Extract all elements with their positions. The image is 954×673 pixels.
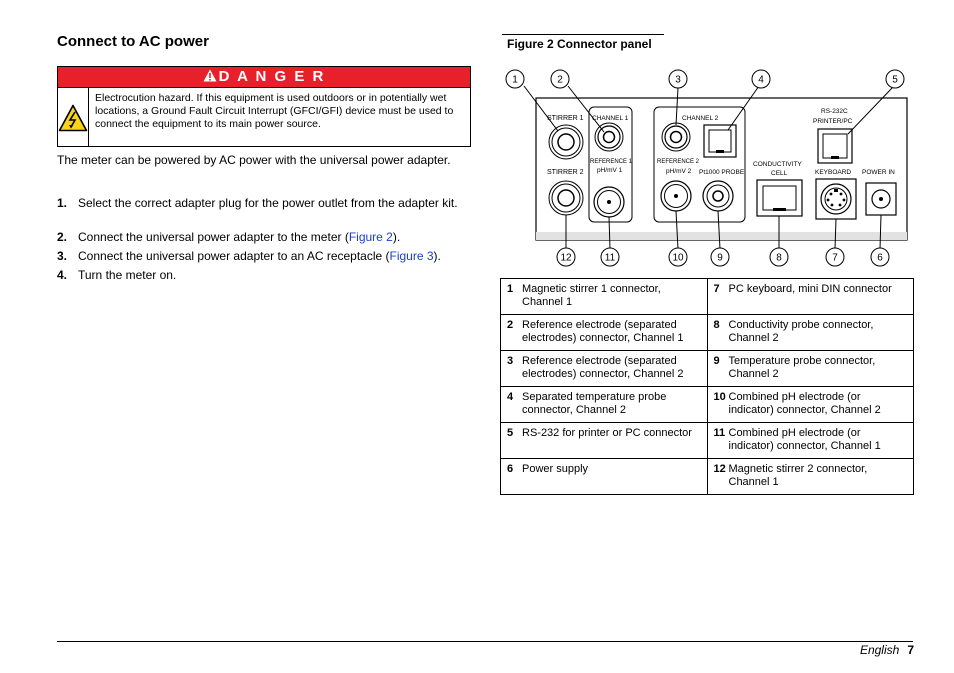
label-rs232: RS-232C bbox=[821, 108, 848, 115]
table-row bbox=[501, 279, 914, 315]
table-row bbox=[501, 315, 914, 351]
callout-2: 2 bbox=[557, 74, 563, 86]
footer-rule bbox=[57, 641, 913, 642]
label-keyboard: KEYBOARD bbox=[815, 169, 852, 176]
label-printer-pc: PRINTER/PC bbox=[813, 118, 853, 125]
callout-12: 12 bbox=[560, 252, 572, 264]
callout-7: 7 bbox=[832, 252, 838, 264]
reference-1-connector bbox=[595, 123, 623, 151]
legend-cell: 5 RS-232 for printer or PC connector bbox=[501, 423, 708, 459]
step-text: Connect the universal power adapter to the meter ( bbox=[78, 230, 349, 244]
figure-2-link[interactable]: Figure 2 bbox=[348, 230, 393, 244]
step-number: 4. bbox=[57, 268, 68, 282]
legend-cell: 1 Magnetic stirrer 1 connector, Channel 1 bbox=[501, 279, 708, 315]
legend-cell: 7 PC keyboard, mini DIN connector bbox=[707, 279, 914, 315]
step-number: 3. bbox=[57, 249, 68, 263]
section-title: Connect to AC power bbox=[57, 33, 209, 50]
label-reference-2: REFERENCE 2 bbox=[657, 159, 700, 165]
table-row bbox=[501, 423, 914, 459]
keyboard-connector bbox=[816, 179, 856, 219]
callout-8: 8 bbox=[776, 252, 782, 264]
step-number: 2. bbox=[57, 230, 68, 244]
table-row bbox=[501, 387, 914, 423]
callout-1: 1 bbox=[512, 74, 518, 86]
label-cell: CELL bbox=[771, 170, 788, 177]
legend-cell: 10 Combined pH electrode (or indicator) connector, Channel 2 bbox=[707, 387, 914, 423]
label-channel-1: CHANNEL 1 bbox=[592, 115, 629, 122]
label-channel-2: CHANNEL 2 bbox=[682, 115, 719, 122]
figure-caption-rule bbox=[502, 34, 664, 35]
danger-text: Electrocution hazard. If this equipment is used outdoors or in potentially wet locations, a Ground Fault Circuit Interrupt (GFCI/GFI) device must be used to connect the equipment to its main power source. bbox=[95, 92, 454, 130]
step-text: Select the correct adapter plug for the power outlet from the adapter kit. bbox=[78, 196, 458, 210]
step-suffix: ). bbox=[433, 249, 441, 263]
intro-paragraph: The meter can be powered by AC power with the universal power adapter. bbox=[57, 153, 451, 167]
legend-cell: 12 Magnetic stirrer 2 connector, Channel 1 bbox=[707, 459, 914, 495]
table-row bbox=[501, 459, 914, 495]
legend-cell: 8 Conductivity probe connector, Channel 2 bbox=[707, 315, 914, 351]
figure-caption: Figure 2 Connector panel bbox=[507, 37, 652, 51]
step-text: Connect the universal power adapter to an AC receptacle ( bbox=[78, 249, 390, 263]
legend-cell: 3 Reference electrode (separated electrodes) connector, Channel 2 bbox=[501, 351, 708, 387]
pt1000-connector bbox=[703, 181, 733, 211]
label-power-in: POWER IN bbox=[862, 169, 895, 176]
warning-icon bbox=[203, 69, 217, 82]
danger-heading-text: D A N G E R bbox=[218, 68, 326, 85]
panel-bottom-strip bbox=[536, 232, 907, 240]
label-phmv-1: pH/mV 1 bbox=[597, 167, 623, 174]
danger-heading bbox=[58, 67, 470, 88]
step-text: Turn the meter on. bbox=[78, 268, 177, 282]
label-stirrer-1: STIRRER 1 bbox=[547, 115, 584, 122]
callout-11: 11 bbox=[604, 252, 616, 264]
step-number: 1. bbox=[57, 196, 68, 210]
legend-cell: 6 Power supply bbox=[501, 459, 708, 495]
stirrer-2-connector bbox=[549, 181, 583, 215]
connector-panel-diagram bbox=[500, 62, 914, 272]
step-1 bbox=[57, 196, 471, 210]
figure-3-link[interactable]: Figure 3 bbox=[389, 249, 434, 263]
page-number: 7 bbox=[907, 643, 914, 657]
step-suffix: ). bbox=[392, 230, 401, 244]
footer-language: English bbox=[859, 643, 900, 657]
connector-legend-table bbox=[500, 278, 914, 495]
legend-cell: 4 Separated temperature probe connector, Channel 2 bbox=[501, 387, 708, 423]
table-row bbox=[501, 351, 914, 387]
callout-6: 6 bbox=[877, 252, 883, 264]
callout-4: 4 bbox=[758, 74, 764, 86]
stirrer-1-connector bbox=[549, 125, 583, 159]
conductivity-connector bbox=[757, 180, 802, 216]
ph-1-bnc-connector bbox=[594, 187, 624, 217]
power-in-connector bbox=[866, 183, 896, 215]
step-4 bbox=[57, 268, 471, 282]
callout-3: 3 bbox=[675, 74, 681, 86]
ph-2-bnc-connector bbox=[661, 181, 691, 211]
legend-cell: 9 Temperature probe connector, Channel 2 bbox=[707, 351, 914, 387]
step-2 bbox=[57, 230, 471, 244]
label-conductivity: CONDUCTIVITY bbox=[753, 161, 802, 168]
label-pt1000: Pt1000 PROBE bbox=[699, 169, 745, 176]
danger-notice bbox=[57, 66, 471, 147]
electrical-hazard-icon bbox=[58, 104, 88, 132]
page-footer bbox=[860, 643, 914, 657]
label-phmv-2: pH/mV 2 bbox=[666, 168, 692, 175]
callouts-top bbox=[506, 70, 904, 88]
callout-9: 9 bbox=[717, 252, 723, 264]
label-stirrer-2: STIRRER 2 bbox=[547, 169, 584, 176]
step-3 bbox=[57, 249, 471, 263]
temperature-2-connector bbox=[704, 125, 736, 157]
callout-10: 10 bbox=[672, 252, 684, 264]
legend-cell: 2 Reference electrode (separated electrodes) connector, Channel 1 bbox=[501, 315, 708, 351]
reference-2-connector bbox=[662, 123, 690, 151]
callouts-bottom bbox=[557, 248, 889, 266]
callout-5: 5 bbox=[892, 74, 898, 86]
rs232-connector bbox=[818, 129, 852, 163]
label-reference-1: REFERENCE 1 bbox=[590, 159, 633, 165]
legend-cell: 11 Combined pH electrode (or indicator) connector, Channel 1 bbox=[707, 423, 914, 459]
